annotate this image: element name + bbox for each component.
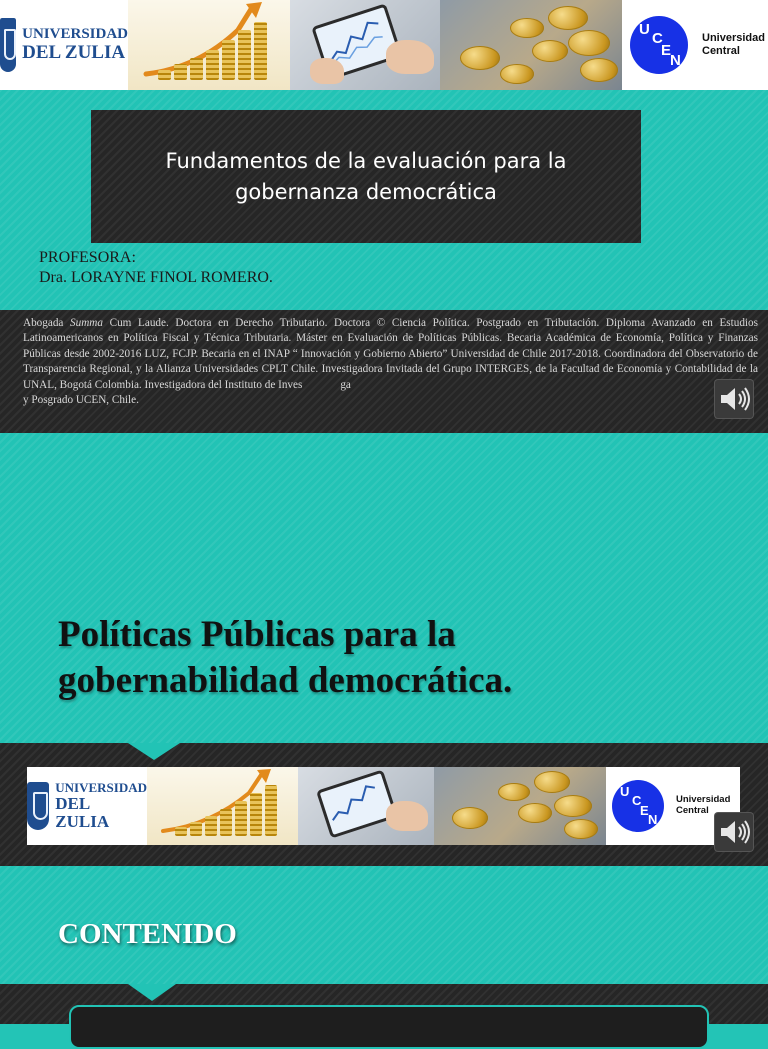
slide-1-title: Fundamentos de la evaluación para la gobernanza democrática <box>165 149 567 204</box>
slide-2-title <box>58 612 512 704</box>
ucen-logo-line2: Central <box>702 45 740 57</box>
header-banner <box>0 0 768 90</box>
content-card <box>69 1005 709 1049</box>
banner-pointer <box>128 743 180 760</box>
uz-shield-icon <box>0 18 16 72</box>
stock-chart-icon <box>320 775 387 829</box>
slide-3-title: CONTENIDO <box>58 918 237 950</box>
profesora-name: Dra. LORAYNE FINOL ROMERO. <box>39 269 273 286</box>
slide-2-banner-strip <box>0 743 768 866</box>
bio-text: Abogada Summa Cum Laude. Doctora en Derecho Tributario. Doctora © Ciencia Política. Postgrado en Tributación. Diploma Avanzado en Estudios Latinoamericanos en Política Fiscal y Técnica Tributaria. Máster en Evaluación de Políticas Públicas. Becaria Académica de Economía, Política y Finanzas Públicas desde 2002-2016 LUZ, FCJP. Becaria en el INAP “ Innovación y Gobierno Abierto” Universidad de Chile 2017-2018. Coordinadora del Observatorio de Transparencia Regional, y la Alianza Universidades CPLT Chile. Investigadora Invitada del Grupo INTERGES, de la Facultad de Economía y Contabilidad de la UNAL, Bogotá Colombia. Investigadora del Instituto de Inves ga y Posgrado UCEN, Chile. <box>23 317 758 407</box>
ucen-logo-line1: Universidad <box>702 32 765 45</box>
coins-growth-image <box>147 767 298 845</box>
slide-3-content-panel <box>0 984 768 1024</box>
content-pointer <box>128 984 176 1001</box>
slide-2-title-line2: gobernabilidad democrática. <box>58 660 513 701</box>
uz-logo-small: UNIVERSIDAD DEL ZULIA <box>27 767 147 845</box>
profesora-label: PROFESORA: <box>39 249 136 266</box>
uz-shield-icon <box>27 782 49 830</box>
euro-coins-image <box>434 767 606 845</box>
ucen-circle-icon: U C E N <box>612 780 664 832</box>
speaker-icon[interactable] <box>715 813 753 851</box>
slide-2-title-line1: Políticas Públicas para la <box>58 614 456 655</box>
coins-growth-image <box>128 0 290 90</box>
euro-coins-image <box>440 0 622 90</box>
uz-logo-line1: UNIVERSIDAD <box>22 26 128 43</box>
uz-logo-line2: DEL ZULIA <box>22 41 126 63</box>
banner-copy <box>27 767 740 845</box>
tablet-chart-image <box>298 767 434 845</box>
ucen-circle-icon: U C E N <box>630 16 688 74</box>
ucen-logo-small: U C E N Universidad Central <box>606 767 740 845</box>
bio-panel <box>0 310 768 433</box>
speaker-icon[interactable] <box>715 380 753 418</box>
tablet-chart-image <box>290 0 440 90</box>
ucen-logo <box>622 0 768 90</box>
uz-logo <box>0 0 128 90</box>
slide-1-title-box <box>91 110 641 243</box>
profesora-block <box>39 248 273 288</box>
